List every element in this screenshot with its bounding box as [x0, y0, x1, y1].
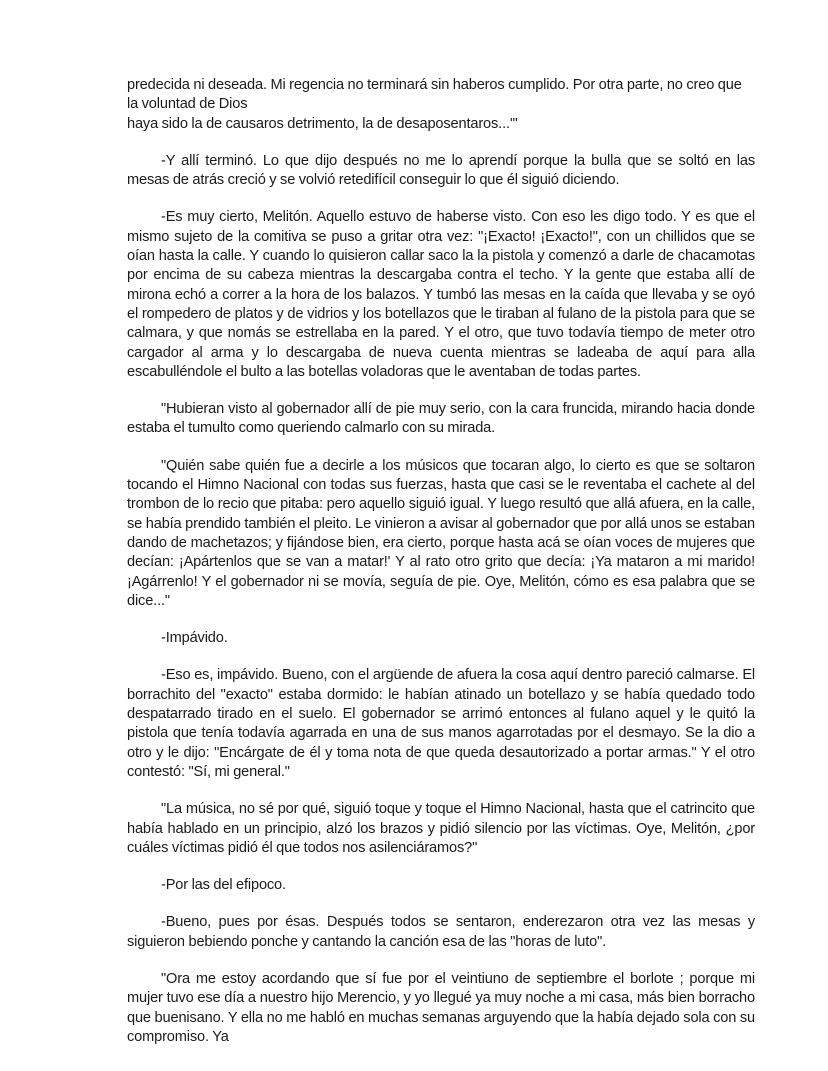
paragraph: -Eso es, impávido. Bueno, con el argüende de afuera la cosa aquí dentro pareció calmarse. El borrachito del "exacto" estaba dormido: le habían atinado un botellazo y se había quedado todo despatarrado tirado en el suelo. El gobernador se arrimó entonces al fulano aquel y le quitó la pistola que tenía todavía agarrada en una de sus manos agarrotadas por el desmayo. Se la dio a otro y le dijo: "Encárgate de él y toma nota de que queda desautorizado a portar armas." Y el otro contestó: "Sí, mi general." — [127, 667, 755, 780]
paragraph: -Y allí terminó. Lo que dijo después no me lo aprendí porque la bulla que se soltó en las mesas de atrás creció y se volvió retedifícil conseguir lo que él siguió diciendo. — [127, 152, 755, 189]
body-text — [127, 76, 755, 1065]
paragraph: "Quién sabe quién fue a decirle a los músicos que tocaran algo, lo cierto es que se soltaron tocando el Himno Nacional con todas sus fuerzas, hasta que casi se le reventaba el cachete al del trombon de lo recio que pitaba: pero aquello siguió igual. Y luego resultó que allá afuera, en la calle, se había prendido también el pleito. Le vinieron a avisar al gobernador que por allá unos se estaban dando de machetazos; y fijándose bien, era cierto, porque hasta acá se oían voces de mujeres que decían: ¡Apártenlos que se van a matar!' Y al rato otro grito que decía: ¡Ya mataron a mi marido! ¡Agárrenlo! Y el gobernador ni se movía, seguía de pie. Oye, Melitón, cómo es esa palabra que se dice..." — [127, 457, 755, 609]
paragraph: -Impávido. — [161, 630, 228, 647]
paragraph: "La música, no sé por qué, siguió toque y toque el Himno Nacional, hasta que el catrincito que había hablado en un principio, alzó los brazos y pidió silencio por las víctimas. Oye, Melitón, ¿por cuáles víctimas pidió él que todos nos asilenciáramos?" — [127, 801, 755, 856]
paragraph: -Es muy cierto, Melitón. Aquello estuvo de haberse visto. Con eso les digo todo. Y es que el mismo sujeto de la comitiva se puso a gritar otra vez: "¡Exacto! ¡Exacto!", con un chillidos que se oían hasta la calle. Y cuando lo quisieron callar saco la la pistola y comenzó a darle de chacamotas por encima de su cabeza mientras la descargaba contra el techo. Y la gente que estaba allí de mirona echó a correr a la hora de los balazos. Y tumbó las mesas en la caída que llevaba y se oyó el rompedero de platos y de vidrios y los botellazos que le tiraban al fulano de la pistola para que se calmara, y que nomás se estrellaba en la pared. Y el otro, que tuvo todavía tiempo de meter otro cargador al arma y lo descargaba de nueva cuenta mientras se ladeaba de aquí para alla escabulléndole el bulto a las botellas voladoras que le aventaban de todas partes. — [127, 209, 755, 380]
paragraph: -Por las del efipoco. — [161, 877, 286, 894]
paragraph: "Hubieran visto al gobernador allí de pie muy serio, con la cara fruncida, mirando hacia donde estaba el tumulto como queriendo calmarlo con su mirada. — [127, 401, 755, 437]
paragraph: "Ora me estoy acordando que sí fue por el veintiuno de septiembre el borlote ; porque mi mujer tuvo ese día a nuestro hijo Merencio, y yo llegué ya muy noche a mi casa, más bien borracho que buenisano. Y ella no me habló en muchas semanas arguyendo que la había dejado sola con su compromiso. Ya — [127, 970, 755, 1045]
opening-paragraph — [127, 76, 755, 134]
paragraph: -Bueno, pues por ésas. Después todos se sentaron, enderezaron otra vez las mesas y siguieron bebiendo ponche y cantando la canción esa de las "horas de luto". — [127, 914, 755, 950]
opening-line: haya sido la de causaros detrimento, la de desaposentaros...'" — [127, 115, 518, 132]
opening-line: predecida ni deseada. Mi regencia no terminará sin haberos cumplido. Por otra parte, no creo que la voluntad de Dios — [127, 77, 742, 113]
